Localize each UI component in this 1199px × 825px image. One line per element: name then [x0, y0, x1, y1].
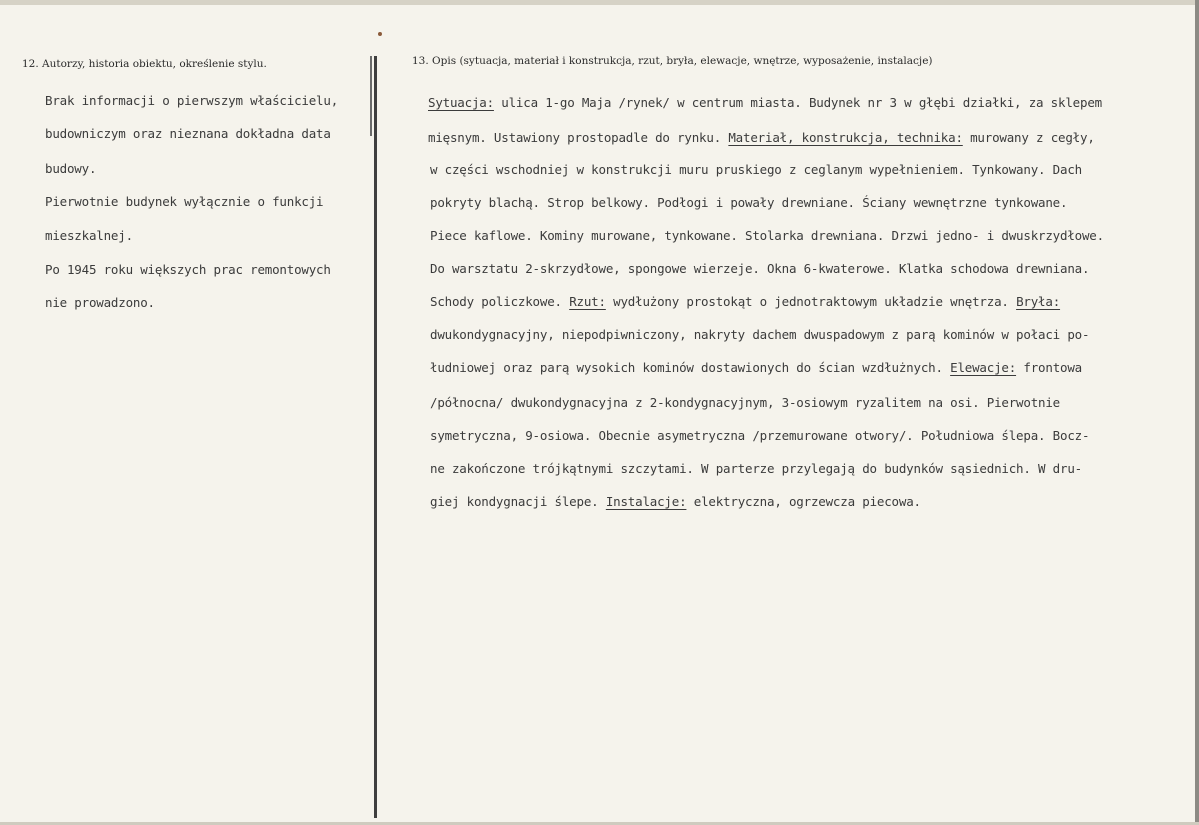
heading-sytuacja: Sytuacja:	[428, 95, 494, 110]
section-12-line: budowy.	[45, 161, 97, 176]
heading-instalacje: Instalacje:	[605, 494, 687, 509]
section-13-line: mięsnym. Ustawiony prostopadle do rynku. Materiał, konstrukcja, technika: murowany z cegły,	[428, 130, 1095, 145]
column-divider	[374, 56, 377, 818]
heading-elewacje: Elewacje:	[950, 360, 1017, 375]
section-13-title: 13. Opis (sytuacja, materiał i konstrukcja, rzut, bryła, elewacje, wnętrze, wyposażenie, instalacje)	[412, 55, 933, 67]
section-13-line: pokryty blachą. Strop belkowy. Podłogi i powały drewniane. Ściany wewnętrzne tynkowane.	[430, 195, 1068, 210]
heading-material: Materiał, konstrukcja, technika:	[728, 130, 963, 145]
section-13-line: łudniowej oraz parą wysokich kominów dostawionych do ścian wzdłużnych. Elewacje: frontowa	[430, 360, 1082, 375]
section-13-line: Sytuacja: ulica 1-go Maja /rynek/ w centrum miasta. Budynek nr 3 w głębi działki, za sklepem	[428, 95, 1102, 110]
section-12-line: Pierwotnie budynek wyłącznie o funkcji	[45, 194, 324, 209]
section-12-line: Po 1945 roku większych prac remontowych	[45, 262, 331, 277]
section-13-line: symetryczna, 9-osiowa. Obecnie asymetryczna /przemurowane otwory/. Południowa ślepa. Bocz-	[430, 428, 1090, 443]
section-13-line: ne zakończone trójkątnymi szczytami. W parterze przylegają do budynków sąsiednich. W dru-	[430, 461, 1082, 476]
section-13-line: /północna/ dwukondygnacyjna z 2-kondygnacyjnym, 3-osiowym ryzalitem na osi. Pierwotnie	[430, 395, 1061, 410]
card-top-edge	[0, 0, 1199, 5]
section-12-line: budowniczym oraz nieznana dokładna data	[45, 126, 331, 141]
section-12-title: 12. Autorzy, historia obiektu, określenie stylu.	[22, 58, 267, 70]
card-right-edge	[1195, 0, 1199, 825]
section-13-line: giej kondygnacji ślepe. Instalacje: elektryczna, ogrzewcza piecowa.	[430, 494, 921, 509]
punch-mark	[378, 32, 382, 36]
section-13-line: Piece kaflowe. Kominy murowane, tynkowane. Stolarka drewniana. Drzwi jedno- i dwuskrzydłowe.	[430, 228, 1104, 243]
heading-rzut: Rzut:	[569, 294, 606, 309]
section-13-line: Do warsztatu 2-skrzydłowe, spongowe wierzeje. Okna 6-kwaterowe. Klatka schodowa drewniana.	[430, 261, 1090, 276]
section-12-line: nie prowadzono.	[45, 295, 155, 310]
section-13-line: w części wschodniej w konstrukcji muru pruskiego z ceglanym wypełnieniem. Tynkowany. Dach	[430, 162, 1082, 177]
section-12-line: Brak informacji o pierwszym właścicielu,	[45, 93, 339, 108]
column-divider-upper	[370, 56, 372, 136]
section-13-line: Schody policzkowe. Rzut: wydłużony prostokąt o jednotraktowym układzie wnętrza. Bryła:	[430, 294, 1061, 309]
section-13-line: dwukondygnacyjny, niepodpiwniczony, nakryty dachem dwuspadowym z parą kominów w połaci po-	[430, 327, 1090, 342]
heading-bryla: Bryła:	[1016, 294, 1061, 309]
section-12-line: mieszkalnej.	[45, 228, 133, 243]
